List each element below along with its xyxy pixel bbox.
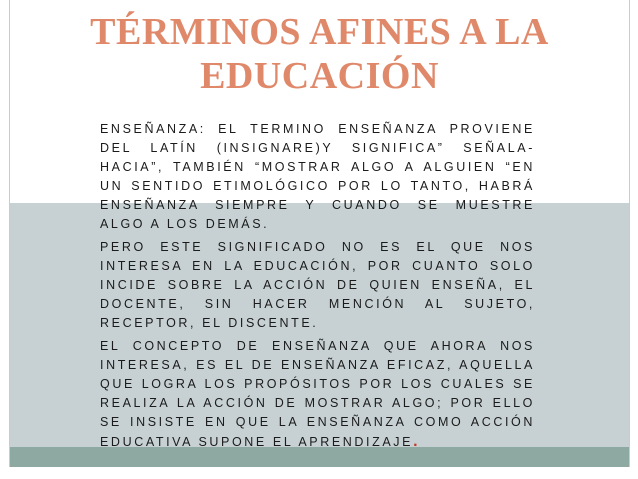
paragraph-1: ENSEÑANZA: EL TERMINO ENSEÑANZA PROVIENE DEL LATÍN (INSIGNARE)Y SIGNIFICA” SEÑALA-HACIA”, TAMBIÉN “MOSTRAR ALGO A ALGUIEN “EN UN SENTIDO ETIMOLÓGICO POR LO TANTO, HABRÁ ENSEÑANZA SIEMPRE Y CUANDO SE MUESTRE ALGO A LOS DEMÁS. — [100, 122, 535, 231]
slide — [9, 0, 630, 467]
title-line-1: TÉRMINOS AFINES A LA — [90, 11, 549, 53]
title-line-2: EDUCACIÓN — [200, 55, 439, 97]
paragraph-3 — [100, 337, 535, 452]
end-mark: . — [413, 433, 421, 450]
paragraph-2: PERO ESTE SIGNIFICADO NO ES EL QUE NOS INTERESA EN LA EDUCACIÓN, POR CUANTO SOLO INCIDE SOBRE LA ACCIÓN DE QUIEN ENSEÑA, EL DOCENTE, SIN HACER MENCIÓN AL SUJETO, RECEPTOR, EL DISCENTE. — [100, 240, 535, 330]
slide-title — [10, 10, 629, 98]
slide-body — [100, 120, 535, 456]
paragraph-3-text: EL CONCEPTO DE ENSEÑANZA QUE AHORA NOS INTERESA, ES EL DE ENSEÑANZA EFICAZ, AQUELLA QUE LOGRA LOS PROPÓSITOS POR LOS CUALES SE REALIZA LA ACCIÓN DE MOSTRAR ALGO; POR ELLO SE INSISTE EN QUE LA ENSEÑANZA COMO ACCIÓN EDUCATIVA SUPONE EL APRENDIZAJE — [100, 339, 535, 449]
